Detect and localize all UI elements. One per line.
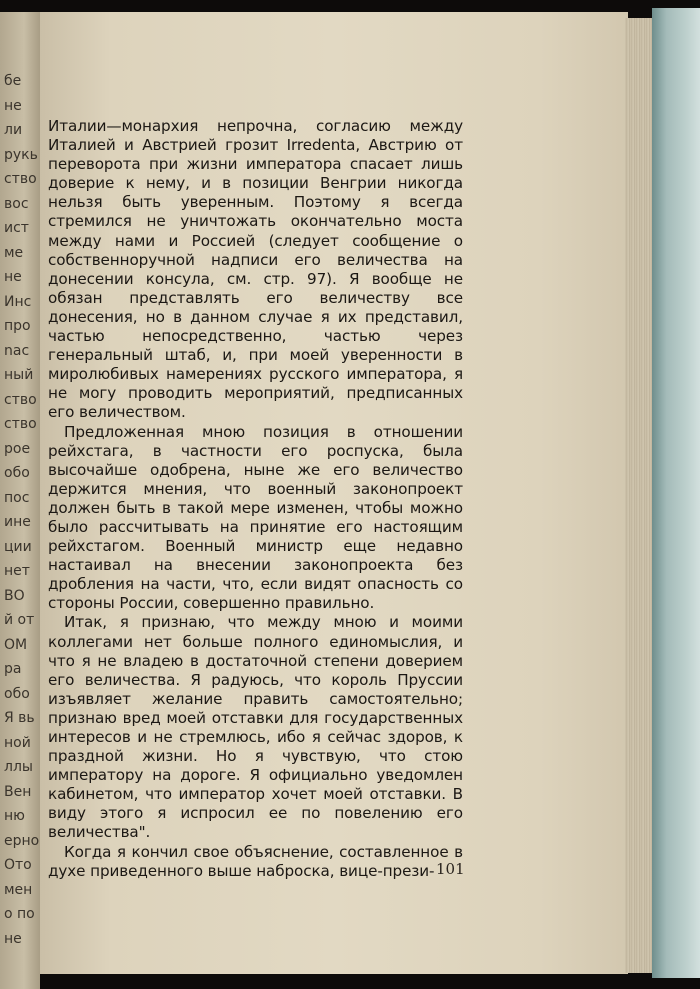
left-page-text-fragment: Вен [4,783,32,800]
left-page-text-fragment: ство [4,416,37,432]
left-page-text-fragment: ной [4,734,31,751]
left-page-text-fragment: обо [4,465,30,481]
left-page-text-fragment: ВО [4,587,25,604]
page-number: 101 [436,860,465,878]
left-page-edge [0,12,40,989]
left-page-text-fragment: Ото [4,857,32,873]
left-page-text-fragment: не [4,97,22,114]
paragraph: Предложенная мною позиция в отношении рейхстага, в частности его роспуска, была высочайше одобрена, ныне же его величество держится мнения, что военный законопроект должен быть в такой мере изменен, чтобы можно было рассчитывать на принятие его настоящим рейхстагом. Военный министр еще недавно настаивал на внесении законопроекта без дробления на части, что, если видят опасность со стороны России, совершенно правильно. [48,422,463,613]
left-page-text-fragment: ллы [4,759,33,775]
left-page-text-fragment: ра [4,661,22,677]
left-page-text-fragment: ли [4,122,23,138]
left-page-text-fragment: вос [4,195,29,212]
left-page-text-fragment: пос [4,489,30,506]
left-page-text-fragment: ню [4,808,25,824]
book-cover-edge [652,8,700,978]
left-page-text-fragment: ство [4,171,37,187]
left-page-text-fragment: про [4,318,31,334]
left-page-text-fragment: Инс [4,293,32,310]
left-page-text-fragment: нет [4,563,30,579]
paragraph: Италии—монархия непрочна, согласию между Италией и Австрией грозит Irredenta, Австрию от переворота при жизни императора спасает лишь доверие к нему, и в позиции Венгрии никогда нельзя быть уверенным. Поэтому я всегда стремился не уничтожать окончательно моста между нами и Россией (следует сообщение о собственноручной надписи его величества на донесении консула, см. стр. 97). Я вообще не обязан представлять его величеству все донесения, но в данном случае я их представил, частью непосредственно, частью через генеральный штаб, и, при моей уверенности в миролюбивых намерениях русского императора, я не могу проводить мероприятий, предписанных его величеством. [48,117,463,422]
left-page-text-fragment: ерно [4,832,40,849]
left-page-text-fragment: й от [4,612,35,628]
left-page-text-fragment: не [4,930,22,947]
left-page-text-fragment: Я вь [4,710,35,726]
left-page-text-fragment: ме [4,244,24,261]
left-page-text-fragment: рое [4,440,31,457]
left-page-text-fragment: не [4,269,22,285]
left-page-text-fragment: ОМ [4,636,28,653]
left-page-text-fragment: ист [4,220,29,236]
paragraph: Итак, я признаю, что между мною и моими коллегами нет больше полного единомыслия, и что я не владею в достаточной степени доверием его величества. Я радуюсь, что король Пруссии изъявляет желание править самостоятельно; признаю вред моей отставки для государственных интересов и не стремлюсь, ибо я сейчас здоров, к праздной жизни. Но я чувствую, что стою императору на дороге. Я официально уведомлен кабинетом, что император хочет моей отставки. В виду этого я испросил ее по повелению его величества". [48,613,463,842]
page-body-text [48,117,463,881]
left-page-text-fragment: ции [4,538,32,555]
left-page-text-fragment: о по [4,906,35,922]
left-page-text-fragment: рукь [4,146,38,163]
paragraph: Когда я кончил свое объяснение, составленное в духе приведенного выше наброска, вице-прези- [48,842,463,880]
left-page-text-fragment: мен [4,881,33,898]
left-page-text-fragment: ство [4,391,37,408]
left-page-text-fragment: обо [4,685,30,702]
page-stack-edges [625,18,653,973]
left-page-text-fragment: бе [4,73,22,89]
left-page-text-fragment: nac [4,342,30,359]
left-page-text-fragment: ный [4,367,34,383]
left-page-text-fragment: ине [4,514,31,530]
